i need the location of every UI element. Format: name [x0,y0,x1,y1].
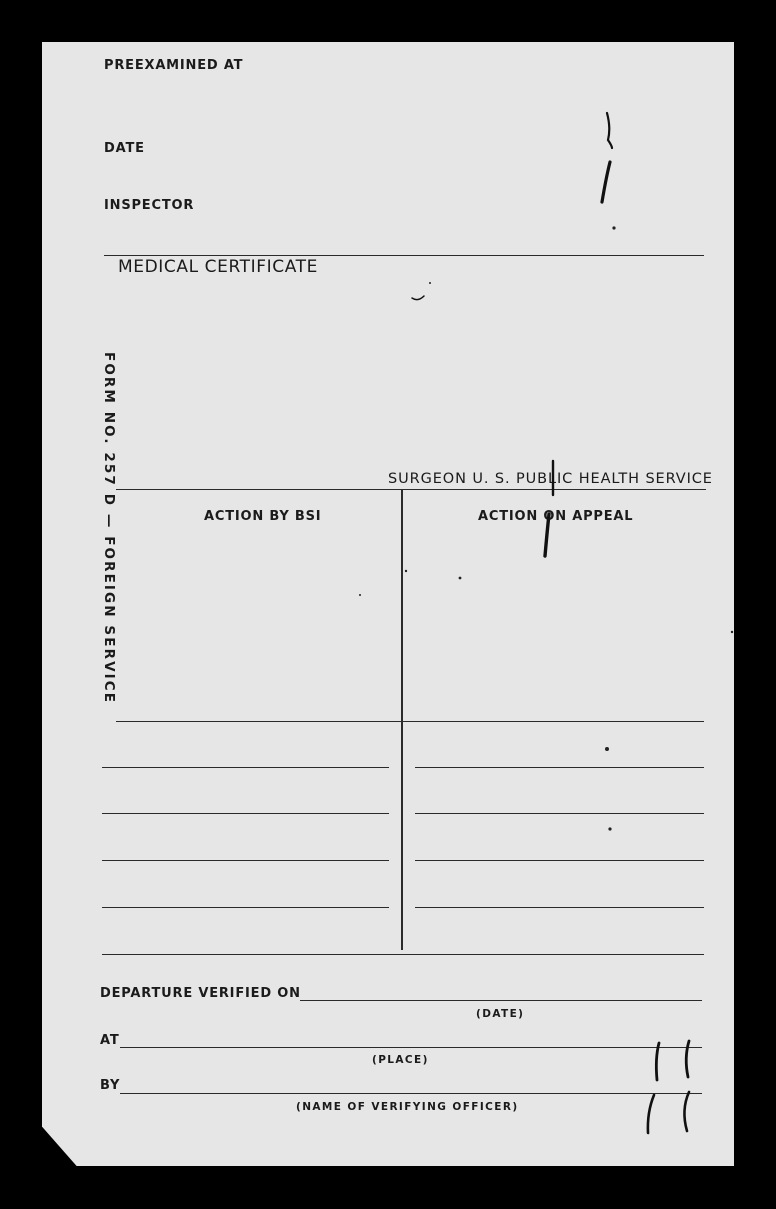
departure-verified-label: DEPARTURE VERIFIED ON [100,986,301,1001]
bsi-line-4 [102,907,389,908]
action-section-divider [116,721,704,722]
officer-caption: (NAME OF VERIFYING OFFICER) [296,1101,519,1113]
at-label: AT [100,1033,120,1048]
column-divider [401,490,403,950]
appeal-line-3 [415,860,704,861]
medical-certificate-title: MEDICAL CERTIFICATE [118,257,318,277]
appeal-line-1 [415,767,704,768]
action-on-appeal-header: ACTION ON APPEAL [478,509,634,524]
surgeon-divider [116,489,706,490]
header-divider [104,255,704,256]
place-caption: (PLACE) [372,1054,429,1066]
action-by-bsi-header: ACTION BY BSI [204,509,322,524]
appeal-line-4 [415,907,704,908]
departure-date-line [300,1000,702,1001]
action-section-bottom-line [102,954,704,955]
preexamined-at-label: PREEXAMINED AT [104,58,244,73]
form-number-label: FORM NO. 257 D — FOREIGN SERVICE [101,352,117,705]
inspector-label: INSPECTOR [104,198,195,213]
place-line [120,1047,702,1048]
bsi-line-1 [102,767,389,768]
officer-line [120,1093,702,1094]
by-label: BY [100,1078,121,1093]
appeal-line-2 [415,813,704,814]
date-caption: (DATE) [476,1008,525,1020]
surgeon-signature-label: SURGEON U. S. PUBLIC HEALTH SERVICE [388,471,713,487]
bsi-line-3 [102,860,389,861]
date-label: DATE [104,141,145,156]
bsi-line-2 [102,813,389,814]
